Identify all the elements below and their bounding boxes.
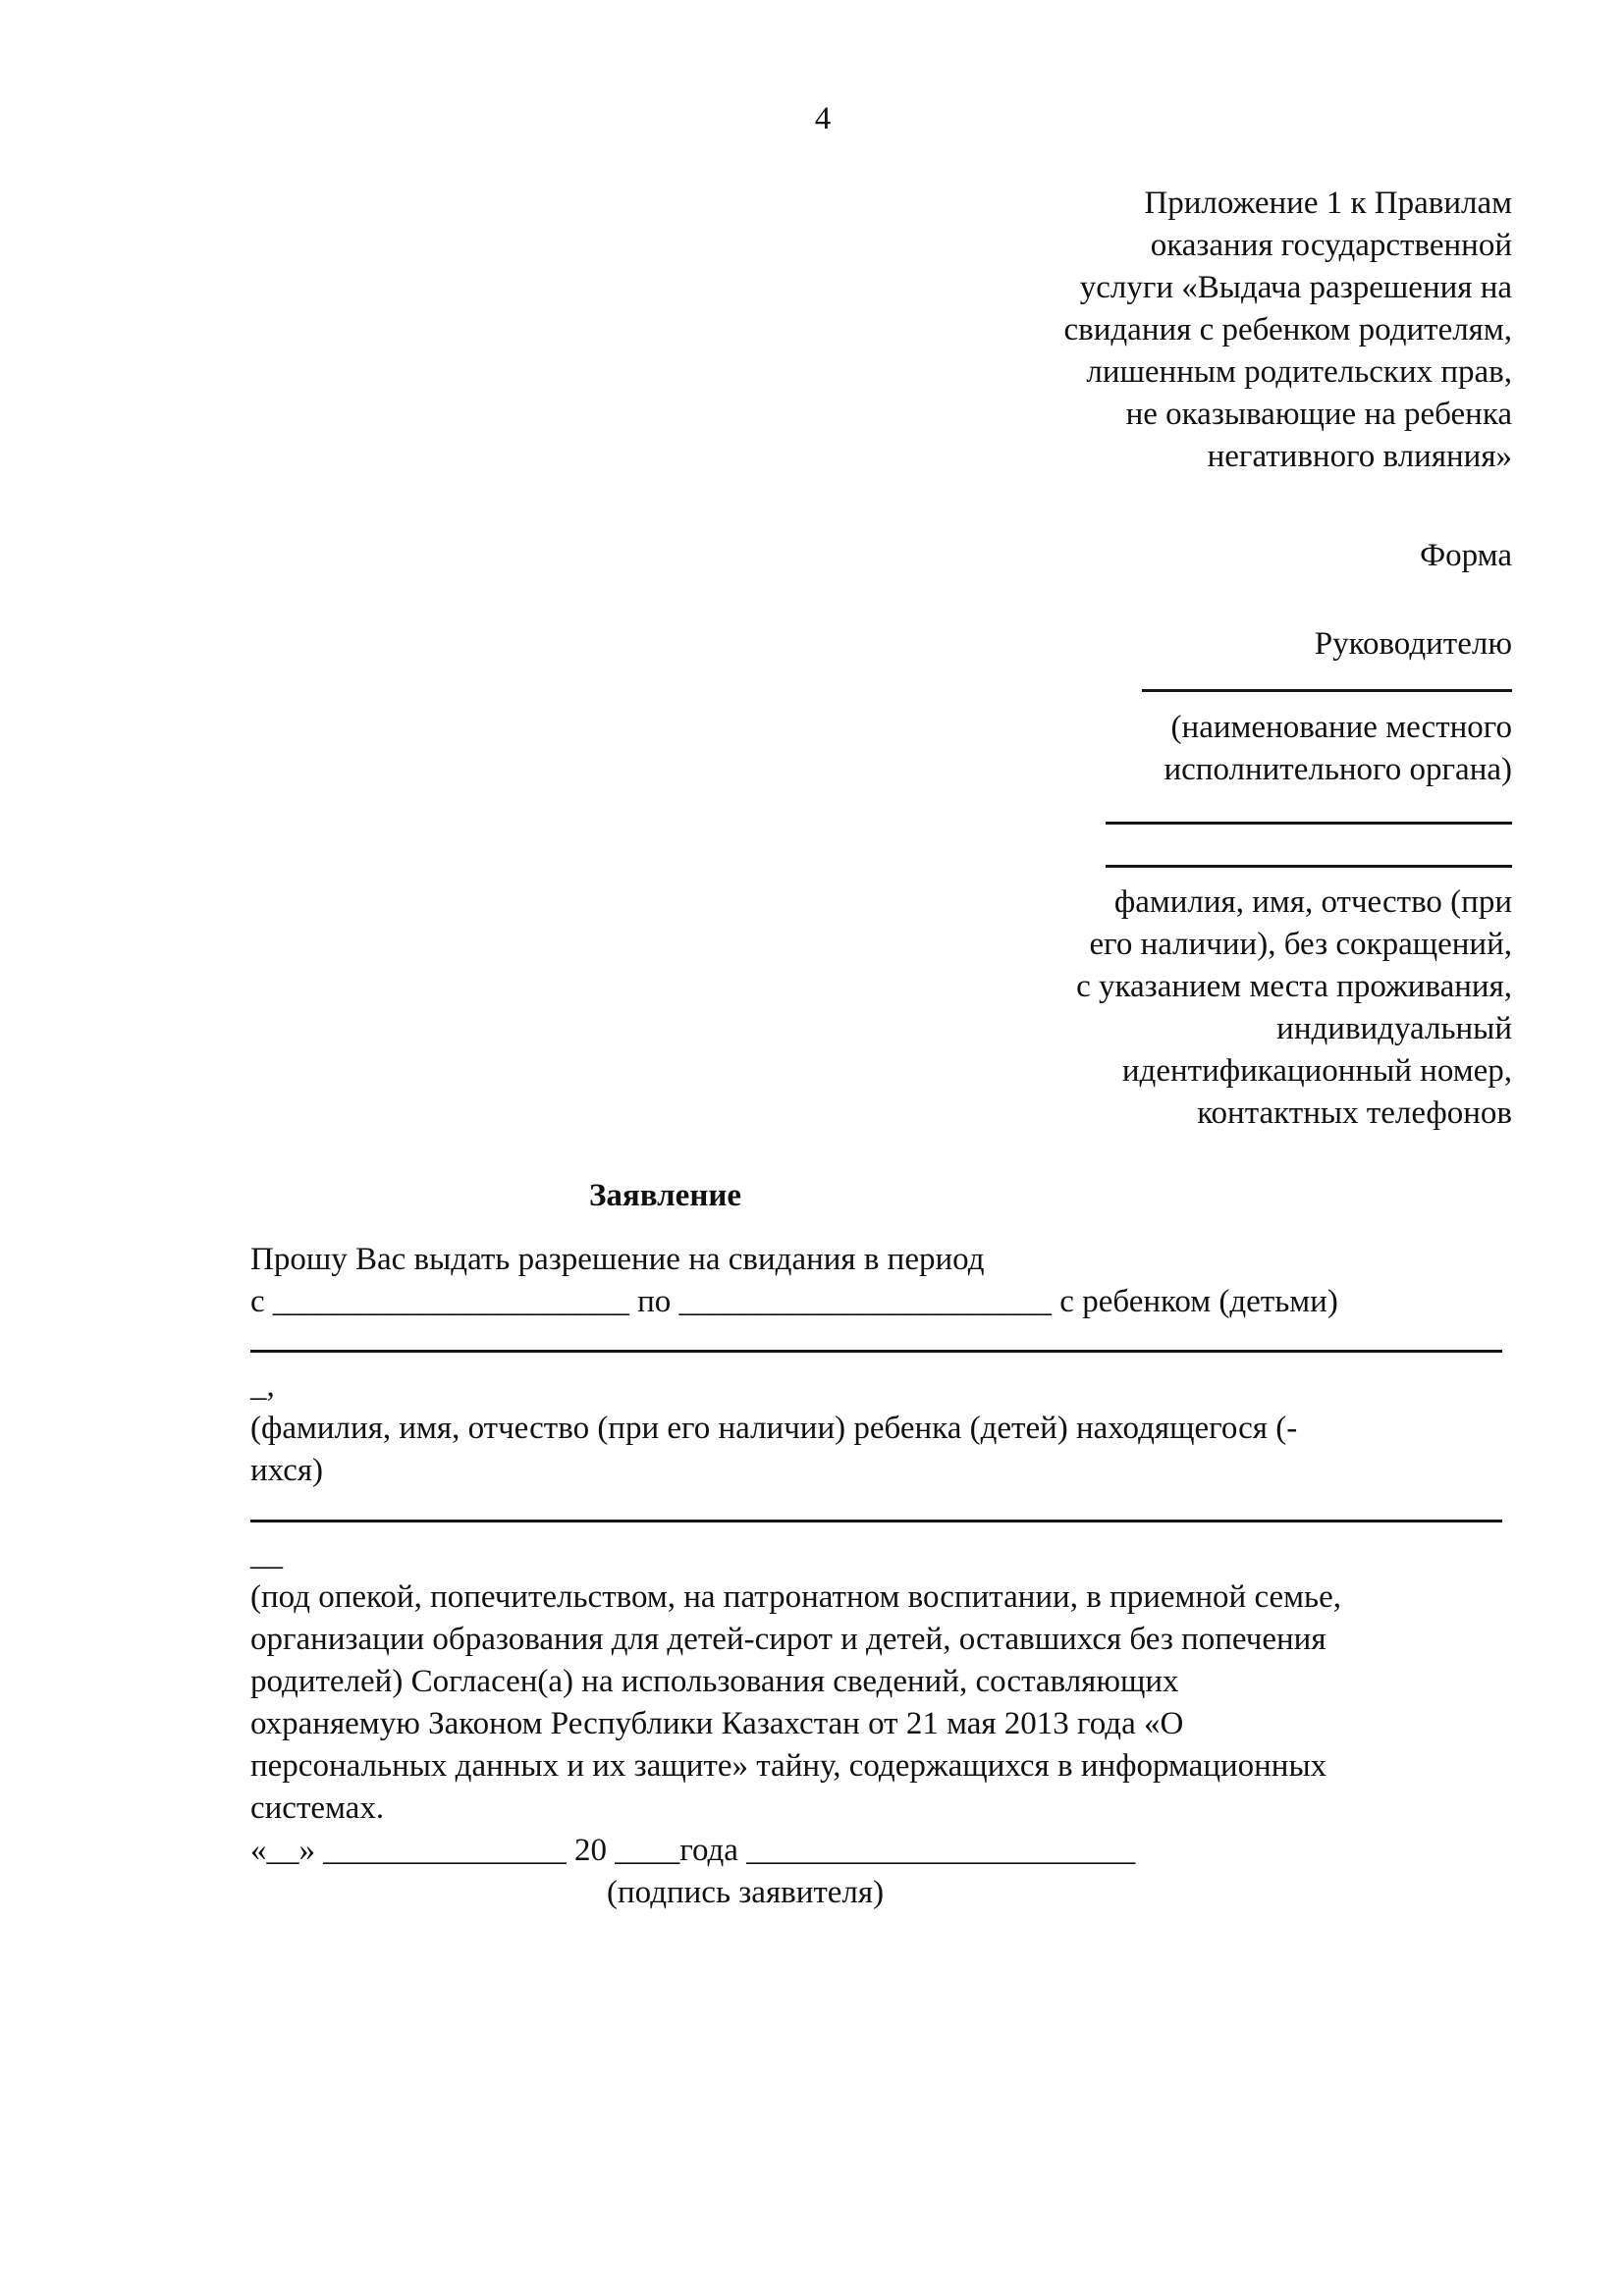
form-label: Форма [1420, 538, 1512, 573]
applicant-caption-line: фамилия, имя, отчество (при [1113, 884, 1512, 920]
blank-line-applicant-2 [1106, 865, 1512, 868]
appendix-header-line: Приложение 1 к Правилам [1144, 186, 1512, 221]
consent-line: родителей) Согласен(а) на использования сведений, составляющих [250, 1664, 1179, 1699]
applicant-caption-line: его наличии), без сокращений, [1089, 927, 1512, 962]
page-number: 4 [814, 101, 832, 136]
appendix-header-line: оказания государственной [1150, 228, 1512, 263]
request-dates-line: с ______________________ по _______________________ с ребенком (детьми) [250, 1284, 1338, 1319]
consent-line: охраняемую Законом Республики Казахстан от 21 мая 2013 года «О [250, 1706, 1184, 1741]
applicant-caption-line: идентификационный номер, [1121, 1053, 1512, 1089]
appendix-header [250, 183, 1512, 478]
org-caption-line: исполнительного органа) [1164, 752, 1512, 787]
consent-line: персональных данных и их защите» тайну, содержащихся в информационных [250, 1748, 1327, 1784]
blank-wrap-fragment: _, [250, 1368, 275, 1404]
org-caption-line: (наименование местного [1170, 710, 1512, 745]
appendix-header-line: не оказывающие на ребенка [1125, 397, 1512, 432]
blank-line-applicant-1 [1106, 822, 1512, 825]
blank-line-custody [250, 1520, 1502, 1522]
applicant-caption-line: контактных телефонов [1197, 1095, 1512, 1131]
appendix-header-line: лишенным родительских прав, [1086, 354, 1512, 390]
children-caption-line: ихся) [250, 1453, 324, 1488]
blank-line-org-name [1142, 689, 1512, 692]
signature-caption: (подпись заявителя) [607, 1875, 885, 1910]
appendix-header-line: негативного влияния» [1207, 439, 1512, 474]
application-title: Заявление [589, 1178, 741, 1213]
consent-line: (под опекой, попечительством, на патронатном воспитании, в приемной семье, [250, 1579, 1341, 1615]
consent-line: системах. [250, 1790, 385, 1826]
applicant-caption-line: индивидуальный [1276, 1011, 1512, 1046]
date-signature-line: «__» _______________ 20 ____года ________________________ [250, 1833, 1136, 1868]
appendix-header-line: услуги «Выдача разрешения на [1079, 270, 1512, 305]
consent-line: организации образования для детей-сирот и детей, оставшихся без попечения [250, 1622, 1326, 1657]
applicant-caption-line: с указанием места проживания, [1076, 969, 1512, 1004]
addressee-title: Руководителю [1314, 626, 1512, 662]
request-text-line: Прошу Вас выдать разрешение на свидания в период [250, 1242, 985, 1277]
blank-line-children-names [250, 1350, 1502, 1353]
blank-wrap-fragment: __ [250, 1537, 283, 1573]
appendix-header-line: свидания с ребенком родителям, [1063, 312, 1512, 347]
children-caption-line: (фамилия, имя, отчество (при его наличии) ребенка (детей) находящегося (- [250, 1411, 1298, 1446]
